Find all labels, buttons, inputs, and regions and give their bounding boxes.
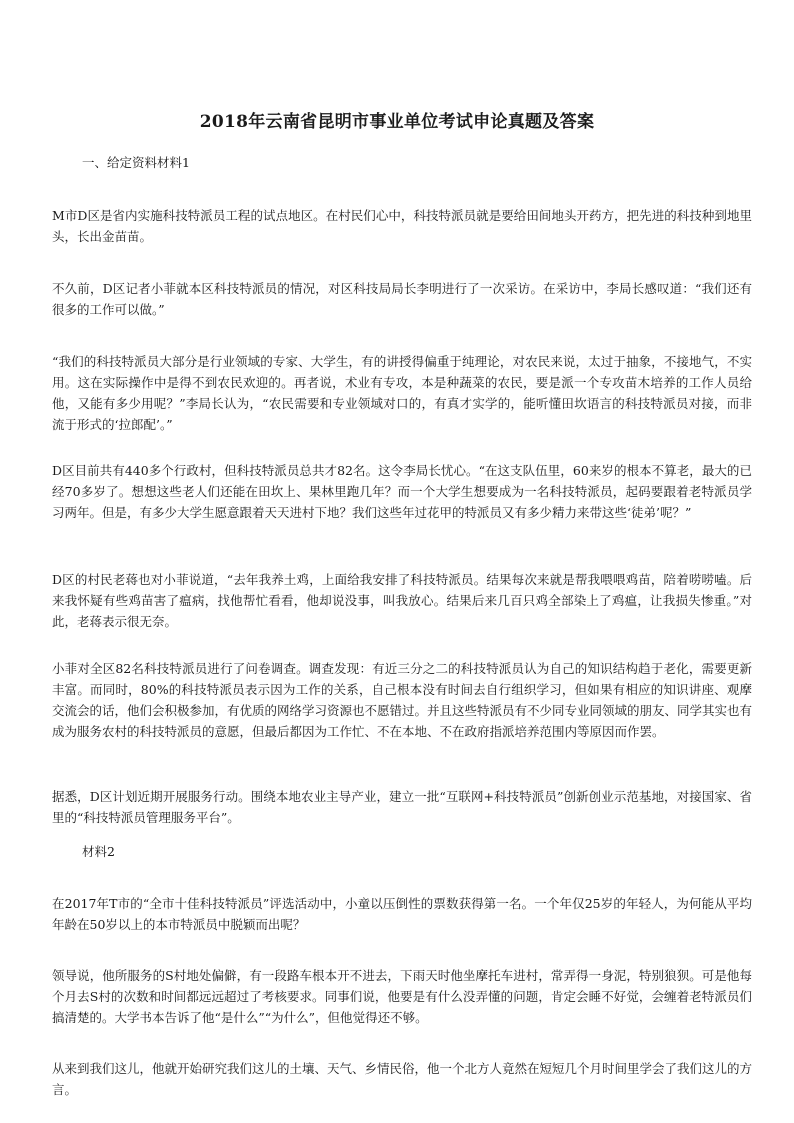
paragraph: 不久前，D区记者小菲就本区科技特派员的情况，对区科技局局长李明进行了一次采访。在采访中，李局长感叹道：“我们还有很多的工作可以做。” <box>52 281 752 317</box>
section-heading-material-2: 材料2 <box>82 844 115 859</box>
paragraph: 据悉，D区计划近期开展服务行动。围绕本地农业主导产业，建立一批“互联网+科技特派员”创新创业示范基地，对接国家、省里的“科技特派员管理服务平台”。 <box>52 789 752 825</box>
paragraph: 从来到我们这儿，他就开始研究我们这儿的土壤、天气、乡情民俗，他一个北方人竟然在短短几个月时间里学会了我们这儿的方言。 <box>52 1061 753 1097</box>
paragraph: 领导说，他所服务的S村地处偏僻，有一段路车根本开不进去，下雨天时他坐摩托车进村，常弄得一身泥，特别狼狈。可是他每个月去S村的次数和时间都远远超过了考核要求。同事们说，他要是有什么没弄懂的问题，肯定会睡不好觉，会缠着老特派员们搞清楚的。大学书本告诉了他“是什么”“为什么”，但他觉得还不够。 <box>52 968 752 1025</box>
paragraph: “我们的科技特派员大部分是行业领域的专家、大学生，有的讲授得偏重于纯理论，对农民来说，太过于抽象，不接地气，不实用。这在实际操作中是得不到农民欢迎的。再者说，术业有专攻，本是种蔬菜的农民，要是派一个专攻苗木培养的工作人员给他，又能有多少用呢？”李局长认为，“农民需要和专业领域对口的，有真才实学的，能听懂田坎语言的科技特派员对接，而非流于形式的‘拉郎配’。” <box>52 354 752 432</box>
paragraph: M市D区是省内实施科技特派员工程的试点地区。在村民们心中，科技特派员就是要给田间地头开药方，把先进的科技种到地里头，长出金苗苗。 <box>52 208 752 244</box>
paragraph: 小菲对全区82名科技特派员进行了问卷调查。调查发现：有近三分之二的科技特派员认为自己的知识结构趋于老化，需要更新丰富。而同时，80%的科技特派员表示因为工作的关系，自己根本没有时间去自行组织学习，但如果有相应的知识讲座、观摩交流会的话，他们会积极参加，有优质的网络学习资源也不愿错过。并且这些特派员有不少同专业同领域的朋友、同学其实也有成为服务农村的科技特派员的意愿，但最后都因为工作忙、不在本地、不在政府指派培养范围内等原因而作罢。 <box>52 661 753 739</box>
paragraph: 在2017年T市的“全市十佳科技特派员”评选活动中，小童以压倒性的票数获得第一名。一个年仅25岁的年轻人，为何能从平均年龄在50岁以上的本市特派员中脱颖而出呢？ <box>52 896 752 932</box>
section-heading-material-1: 一、给定资料材料1 <box>82 155 190 170</box>
document-title: 2018年云南省昆明市事业单位考试申论真题及答案 <box>199 112 595 132</box>
paragraph: D区的村民老蒋也对小菲说道，“去年我养土鸡，上面给我安排了科技特派员。结果每次来就是帮我喂喂鸡苗，陪着唠唠嗑。后来我怀疑有些鸡苗害了瘟病，找他帮忙看看，他却说没事，叫我放心。结果后来几百只鸡全部染上了鸡瘟，让我损失惨重。”对此，老蒋表示很无奈。 <box>52 572 752 629</box>
paragraph: D区目前共有440多个行政村，但科技特派员总共才82名。这令李局长忧心。“在这支队伍里，60来岁的根本不算老，最大的已经70多岁了。想想这些老人们还能在田坎上、果林里跑几年？而一个大学生想要成为一名科技特派员，起码要跟着老特派员学习两年。但是，有多少大学生愿意跟着天天进村下地？我们这些年过花甲的特派员又有多少精力来带这些‘徒弟’呢？” <box>52 463 752 520</box>
